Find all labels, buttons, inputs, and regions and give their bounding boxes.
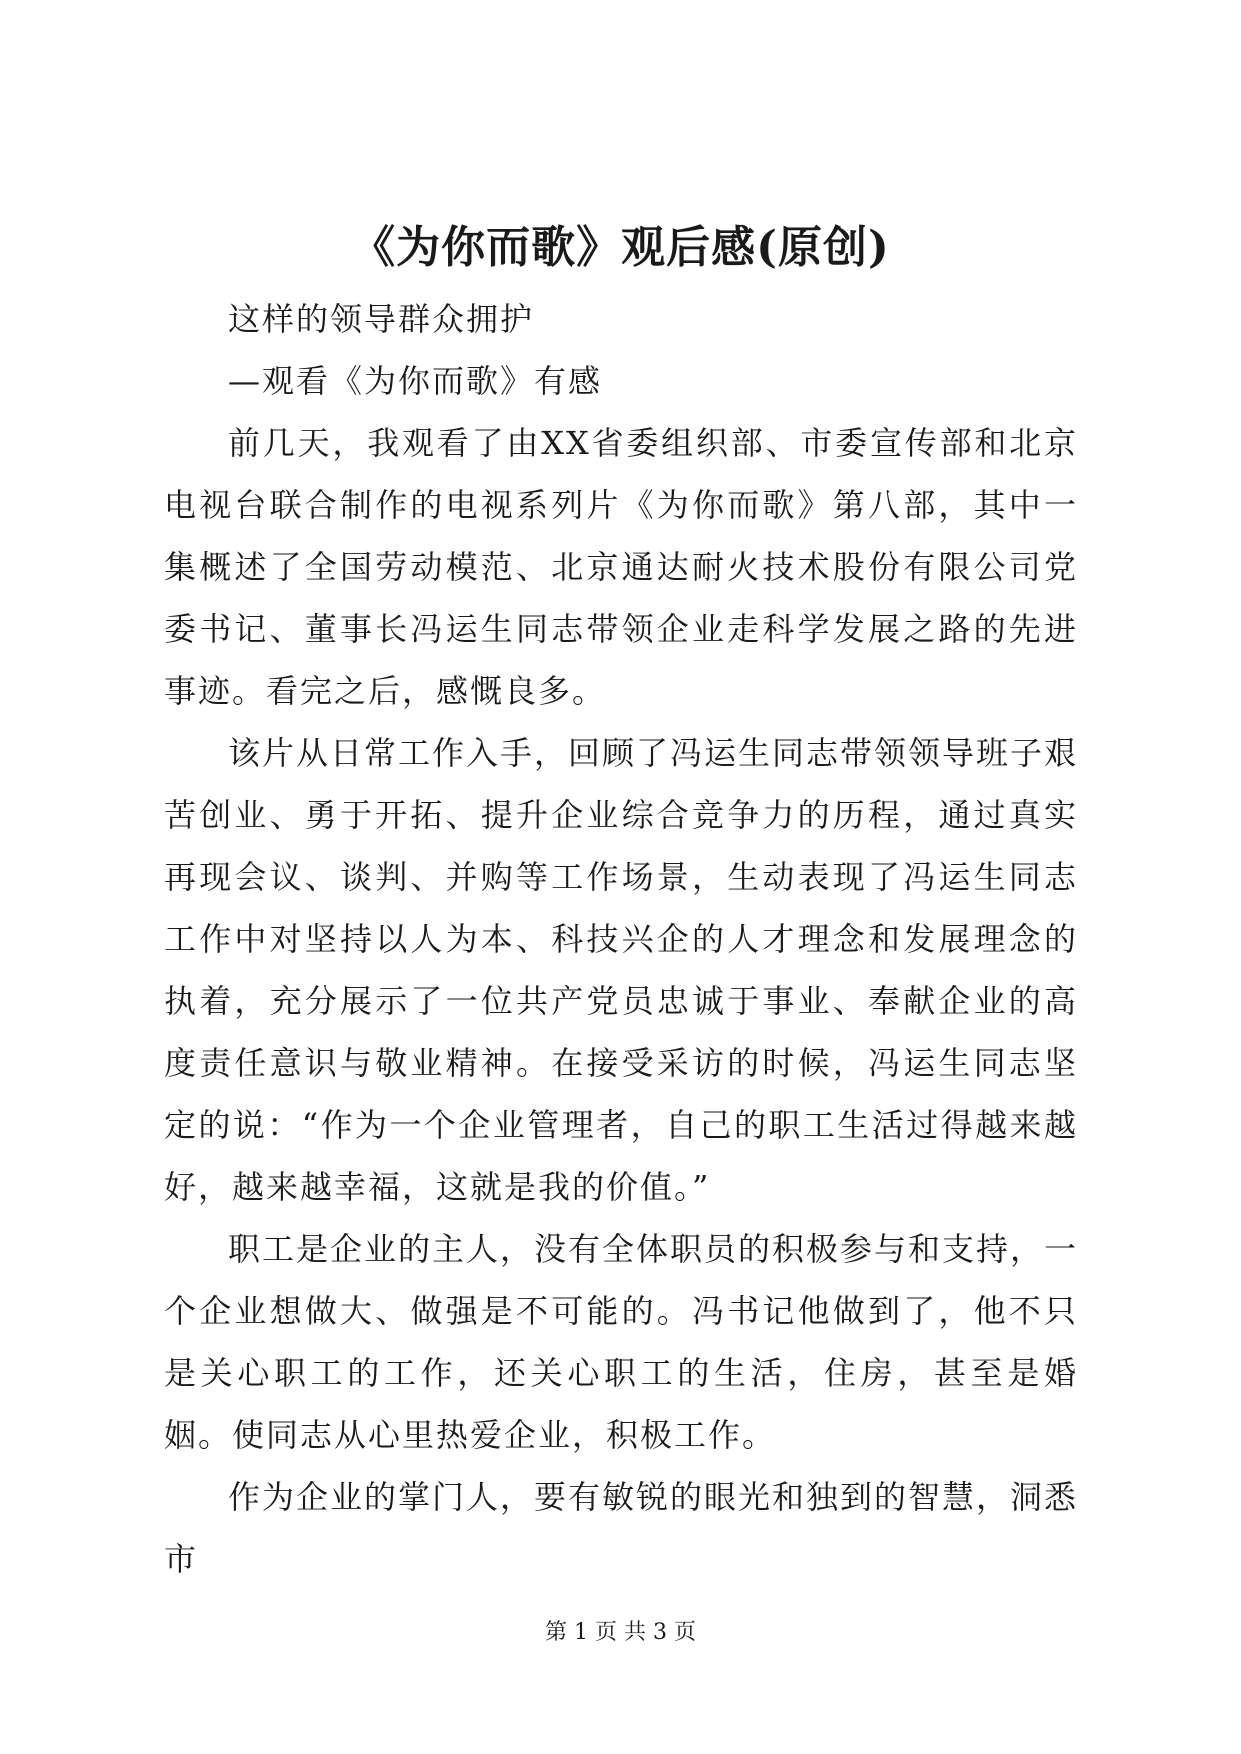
document-body bbox=[164, 288, 1078, 1590]
subheading-line: —观看《为你而歌》有感 bbox=[228, 362, 603, 400]
paragraph: 该片从日常工作入手，回顾了冯运生同志带领领导班子艰苦创业、勇于开拓、提升企业综合竞争力的历程，通过真实再现会议、谈判、并购等工作场景，生动表现了冯运生同志工作中对坚持以人为本、科技兴企的人才理念和发展理念的执着，充分展示了一位共产党员忠诚于事业、奉献企业的高度责任意识与敬业精神。在接受采访的时候，冯运生同志坚定的说：“作为一个企业管理者，自己的职工生活过得越来越好，越来越幸福，这就是我的价值。” bbox=[164, 734, 1079, 1206]
paragraph: 职工是企业的主人，没有全体职员的积极参与和支持，一个企业想做大、做强是不可能的。冯书记他做到了，他不只是关心职工的工作，还关心职工的生活，住房，甚至是婚姻。使同志从心里热爱企业，积极工作。 bbox=[164, 1230, 1079, 1454]
paragraph: 前几天，我观看了由XX省委组织部、市委宣传部和北京电视台联合制作的电视系列片《为你而歌》第八部，其中一集概述了全国劳动模范、北京通达耐火技术股份有限公司党委书记、董事长冯运生同志带领企业走科学发展之路的先进事迹。看完之后，感慨良多。 bbox=[164, 424, 1078, 710]
subtitle-line: 这样的领导群众拥护 bbox=[228, 300, 535, 338]
paragraph: 作为企业的掌门人，要有敏锐的眼光和独到的智慧，洞悉市 bbox=[164, 1478, 1079, 1578]
page-number-footer: 第 1 页 共 3 页 bbox=[545, 1620, 696, 1645]
document-title: 《为你而歌》观后感(原创) bbox=[351, 222, 890, 273]
